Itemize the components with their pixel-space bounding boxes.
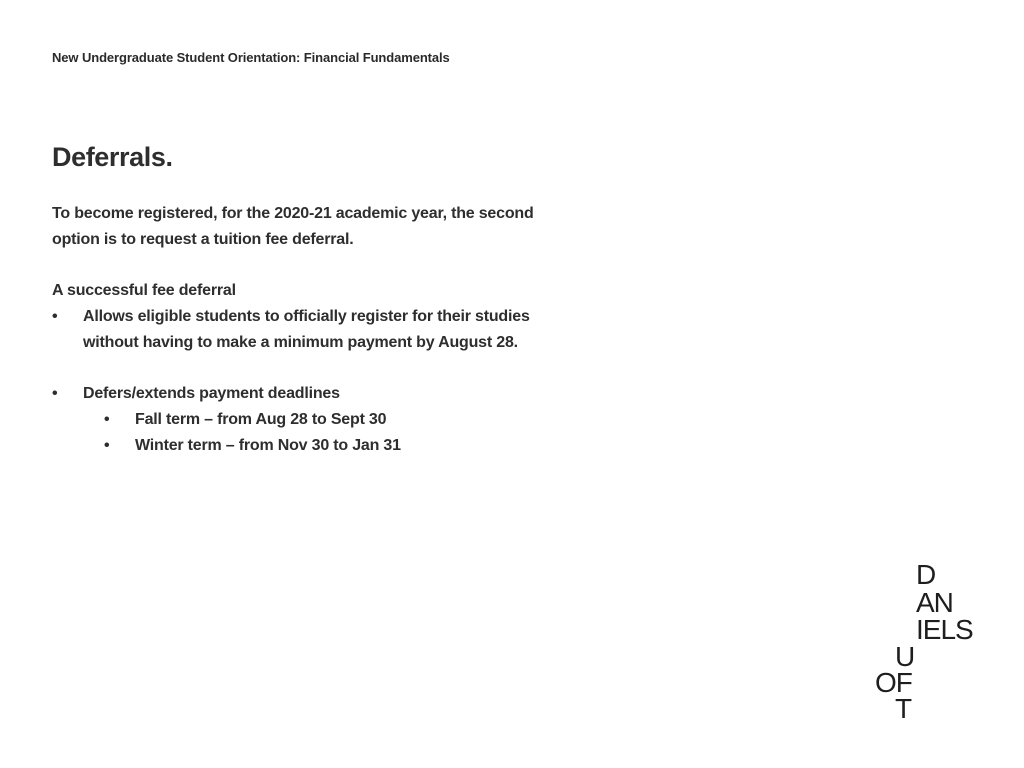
bullet-text-line-1: Allows eligible students to officially register for their studies: [83, 308, 530, 325]
sub-bullet-item: [52, 407, 612, 433]
bullet-icon: •: [52, 308, 58, 325]
daniels-logo: [874, 559, 994, 727]
bullet-item: [52, 304, 612, 356]
bullet-icon: •: [104, 437, 110, 454]
sub-bullet-text: Winter term – from Nov 30 to Jan 31: [135, 437, 401, 454]
bullet-text-line-1: Defers/extends payment deadlines: [83, 385, 340, 402]
logo-line: D: [916, 559, 936, 590]
logo-line: AN: [916, 587, 953, 618]
sub-bullet-text: Fall term – from Aug 28 to Sept 30: [135, 411, 387, 428]
sub-bullet-item: [52, 433, 612, 459]
logo-line: T: [895, 693, 912, 724]
spacer: [52, 253, 612, 278]
slide-body: [52, 201, 612, 459]
slide-title: Deferrals.: [52, 142, 173, 172]
intro-line-2: option is to request a tuition fee deferral.: [52, 231, 354, 248]
bullet-text-line-2: without having to make a minimum payment by August 28.: [83, 334, 518, 351]
logo-line: IELS: [916, 614, 973, 645]
intro-line-1: To become registered, for the 2020-21 academic year, the second: [52, 205, 534, 222]
logo-line: OF: [875, 667, 912, 698]
bullet-icon: •: [104, 411, 110, 428]
spacer: [52, 356, 612, 381]
logo-line: U: [895, 641, 915, 672]
presentation-header-title: New Undergraduate Student Orientation: Financial Fundamentals: [52, 50, 450, 65]
subheading: A successful fee deferral: [52, 282, 236, 299]
bullet-item: [52, 381, 612, 407]
bullet-icon: •: [52, 385, 58, 402]
